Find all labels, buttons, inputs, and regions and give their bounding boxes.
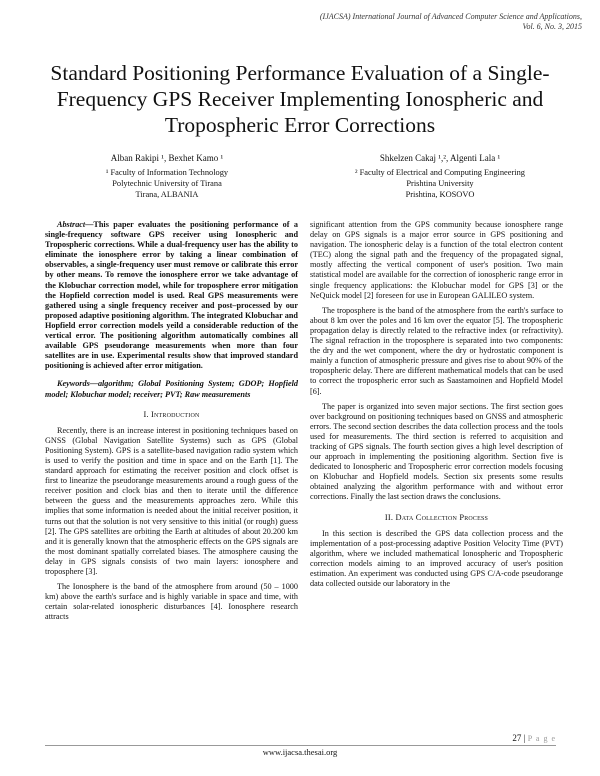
left-column [45, 220, 298, 627]
authors-right: Shkelzen Cakaj ¹,², Algenti Lala ¹ [379, 153, 501, 163]
journal-header-line2: Vol. 6, No. 3, 2015 [522, 22, 582, 31]
section-1-paragraph-5: The paper is organized into seven major sections. The first section goes over background on positioning techniques based on GNSS and atmospheric errors. The second section describes the data collection process and the tools used for measurements. The third section is referred to acquisition and tracking of GPS signals. The fourth section gives a high level description of our approach in implementing the positioning algorithm. Section five is dedicated to Ionospheric and Tropospheric error correction models focusing on Klobuchar and Hopfield models. Section six presents some results obtained analyzing the algorithm performance with and without error corrections. Finally the last section draws the conclusions. [310, 401, 563, 502]
page-number-value: 27 | [512, 733, 528, 743]
affiliation-left [62, 153, 272, 200]
affiliation-left-line1: ¹ Faculty of Information Technology [105, 168, 229, 177]
keywords-label: Keywords— [57, 379, 98, 389]
abstract-text: This paper evaluates the positioning performance of a single-frequency software GPS receiver using Ionospheric and Tropospheric corrections. While a dual-frequency user has the ability to eliminate the ionosphere error by taking a linear combination of observables, a single-frequency user must remove or calibrate this error by other means. To remove the ionosphere error we take advantage of the Klobuchar correction model, while for troposphere error mitigation the Hopfield correction model is used. Real GPS measurements were gathered using a single frequency receiver and post–processed by our proposed adaptive positioning algorithm. The integrated Klobuchar and Hopfield error correction models yeild a considerable reduction of the vertical error. The positioning algorithm automatically combines all available GPS pseudorange measurements when more than four satellites are in use. Experimental results show that improved standard positioning is achieved after error mitigation. [45, 220, 298, 371]
section-1-paragraph-1: Recently, there is an increase interest in positioning techniques based on GNSS (Global Navigation Satellite Systems) such as GPS (Global Positioning System). GPS is a satellite-based navigation radio system which is used to verify the position and time in space and on the Earth [1]. The standard approach for estimating the receiver position and clock offset is first to linearize the pseudorange measurements around a rough guess of the receiver position and clock bias and then to iterate until the difference between the guess and the measurements approaches zero. While this implies that some information is needed about the initial receiver position, it turns out that the solution is not very sensitive to this initial (or rough) guess [2]. The GPS satellites are orbiting the Earth at altitudes of about 20.200 km and it is generally known that the atmospheric effects on the GPS signals are the most dominant spatially correlated biases. The atmosphere causing the delay in GPS signals consists of two main layers: ionosphere and troposphere [3]. [45, 425, 298, 576]
section-2-heading: II. Data Collection Process [384, 512, 489, 522]
section-1-paragraph-3: significant attention from the GPS community because ionosphere range delay on GPS signals is a major error source in GPS positioning and navigation. The ionospheric delay is a function of the total electron content (TEC) along the signal path and the frequency of the propagated signal, mostly affecting the vertical component of user's position. Two main statistical model are available for the correction of ionospheric range error in single frequency applications: the Klobuchar model for GPS [3] or the NeQuick model [2] foreseen for use in European GALILEO system. [310, 220, 563, 300]
footer-divider [45, 745, 556, 746]
section-1-paragraph-2: The Ionosphere is the band of the atmosphere from around (50 – 1000 km) above the earth's surface and is highly variable in space and time, with certain solar-related ionospheric disturbances [4]. Ionosphere research attracts [45, 582, 298, 622]
abstract [45, 220, 298, 371]
affiliation-right [320, 153, 560, 200]
affiliation-right-line1: ² Faculty of Electrical and Computing Engineering [355, 168, 525, 177]
section-1-paragraph-4: The troposphere is the band of the atmosphere from the earth's surface to about 8 km over the poles and 16 km over the equator [5]. The tropospheric propagation delay is directly related to the refractive index (or refractivity). The signal refraction in the troposphere is separated into two components: the dry and the wet component, where the dry or hydrostatic component is mainly a function of atmospheric pressure and gives rise to about 90% of the tropospheric delay. There are different mathematical models that can be used to correct the tropospheric error such as Saastamoinen and Hopfield Model [6]. [310, 305, 563, 396]
paper-title: Standard Positioning Performance Evaluation of a Single-Frequency GPS Receiver Implementing Ionospheric and Tropospheric Error Corrections [50, 61, 550, 137]
page-label: P a g e [527, 734, 556, 743]
keywords [45, 379, 298, 399]
affiliation-left-line3: Tirana, ALBANIA [135, 190, 199, 199]
right-column [310, 220, 563, 594]
affiliation-right-line2: Prishtina University [406, 179, 474, 188]
section-2-paragraph-1: In this section is described the GPS data collection process and the implementation of a post-processing adaptive Position Velocity Time (PVT) algorithm, where we included mathematical Ionospheric and Tropospheric correction models aiming to an improved accuracy of user's position estimation. An experiment was conducted using GPS C/A-code pseudorange data collected outside our laboratory in the [310, 528, 563, 589]
keywords-text: algorithm; Global Positioning System; GDOP; Hopfield model; Klobuchar model; receiver; PVT; Raw measurements [45, 379, 298, 399]
journal-header [182, 12, 582, 32]
authors-left: Alban Rakipi ¹, Bexhet Kamo ¹ [110, 153, 224, 163]
section-1-heading: I. Introduction [143, 409, 200, 419]
abstract-label: Abstract— [57, 220, 94, 229]
affiliation-right-line3: Prishtina, KOSOVO [405, 190, 475, 199]
footer-url: www.ijacsa.thesai.org [262, 747, 338, 757]
journal-header-line1: (IJACSA) International Journal of Advanced Computer Science and Applications, [319, 12, 582, 21]
affiliation-left-line2: Polytechnic University of Tirana [112, 179, 222, 188]
page-number [508, 733, 556, 743]
